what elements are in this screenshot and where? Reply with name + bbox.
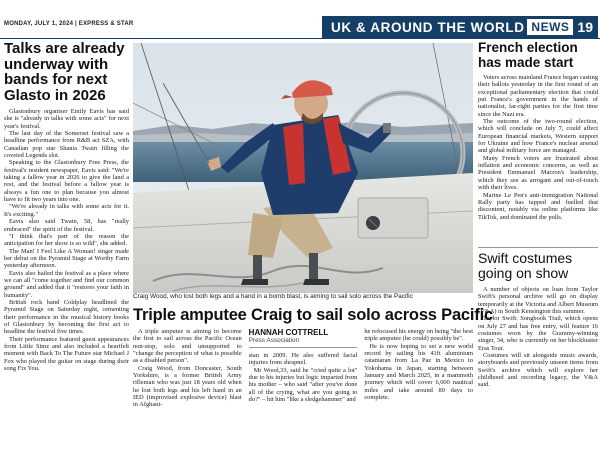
french-headline: French election has made start — [478, 40, 578, 70]
swift-rule — [478, 247, 598, 248]
glasto-paragraph: The last day of the Somerset festival saw a headline performance from R&B act SZA, with Canadian pop star Shania Twain filling the coveted Legends slot. — [4, 130, 129, 160]
byline-role: Press Association — [249, 337, 358, 348]
main-story-column-1 — [133, 328, 242, 446]
swift-story — [478, 247, 598, 436]
main-story — [133, 306, 493, 446]
glasto-paragraph: Glastonbury organiser Emily Eavis has said she is "already in talks with some acts" for next year's festival. — [4, 108, 129, 130]
main-paragraph: he refocused his energy on being "the best triple amputee (he could) possibly be". — [364, 328, 473, 343]
glasto-body — [4, 108, 129, 372]
sailor-photo-illustration — [133, 43, 473, 293]
main-paragraph: Craig Wood, from Doncaster, South Yorkshire, is a former British Army rifleman who was just 18 years old when he lost both legs and his left hand in an IED (improvised explosive device) blast in Afghani- — [133, 364, 242, 409]
glasto-headline: Talks are already underway with bands for next Glasto in 2026 — [4, 41, 125, 104]
glasto-paragraph: "We're already in talks with some acts for it. It's exciting." — [4, 203, 129, 218]
swift-paragraph: Costumes will sit alongside music awards, storyboards and previously unseen items from Swift's archive which will explore her childhood and recording legacy, the V&A said. — [478, 352, 598, 389]
dateline: MONDAY, JULY 1, 2024 | EXPRESS & STAR — [4, 21, 134, 27]
swift-body — [478, 286, 598, 436]
swift-headline: Swift costumes going on show — [478, 250, 573, 281]
main-paragraph: He is now hoping to set a new world record by sailing his 41ft aluminium catamaran from La Paz in Mexico to Yokohama in Japan, starting between January and March 2025, in a mammoth journey which will cover 6,000 nautical miles and take around 80 days to complete. — [364, 342, 473, 402]
french-body — [478, 74, 598, 270]
masthead-rule — [0, 38, 600, 39]
main-story-columns — [133, 328, 473, 446]
french-paragraph: Voters across mainland France began casting their ballots yesterday in the first round of an exceptional parliamentary election that could put France's government in the hands of nationalist, far-right parties for the first time since the Nazi era. — [478, 74, 598, 118]
photo-caption: Craig Wood, who lost both legs and a hand in a bomb blast, is aiming to sail solo across the Pacific — [133, 293, 413, 300]
main-paragraph: Mr Wood,33, said he "cried quite a lot" due to his injuries but logic imparted from his mother – who said "after you've done all of the crying, what are you going to do?" – hit him "like a sledgehammer" and — [248, 366, 358, 404]
section-banner — [322, 16, 598, 38]
swift-paragraph: A number of objects on loan from Taylor Swift's personal archive will go on display temporarily at the Victoria and Albert Museum (V&A) in South Kensington this summer. — [478, 286, 598, 316]
glasto-paragraph: Speaking to the Glastonbury Free Press, the festival's resident newspaper, Eavis said: "We're taking a fallow year in 2026 to give the land a rest, and the festival before a fallow year is always a fun one to plan because you almost have to fit two years into one. — [4, 159, 129, 204]
main-story-column-3 — [364, 328, 473, 446]
french-paragraph: Many French voters are frustrated about inflation and economic concerns, as well as President Emmanuel Macron's leadership, which they see as arrogant and out-of-touch with their lives. — [478, 154, 598, 192]
section-label: NEWS — [527, 19, 573, 35]
byline-name: HANNAH COTTRELL — [248, 328, 329, 337]
main-paragraph: A triple amputee is aiming to become the first to sail across the Pacific Ocean non-stop, solo and unsupported to "change the perception of what is possible as a disabled person". — [133, 328, 242, 365]
french-story — [478, 41, 598, 270]
glasto-paragraph: British rock band Coldplay headlined the Pyramid Stage on Saturday night, cementing their performance in the musical history books of Glastonbury by becoming the first act to headline the festival five times. — [4, 298, 129, 336]
swift-paragraph: Taylor Swift: Songbook Trail, which opens on July 27 and has free entry, will feature 16 costumes worn by the Grammy-winning singer, 34, who is currently on her blockbuster Eras Tour. — [478, 315, 598, 352]
page-number: 19 — [577, 19, 593, 35]
glasto-story — [4, 41, 129, 449]
section-title: UK & AROUND THE WORLD — [331, 19, 525, 35]
glasto-paragraph: Their performance featured guest appearances from Little Simz and also included a heartfelt moment with Back To The Future star Michael J Fox who played the guitar on stage during their song Fix You. — [4, 335, 129, 373]
french-paragraph: The outcome of the two-round election, which will conclude on July 7, could affect European financial markets, Western support for Ukraine and how France's nuclear arsenal and global military force are managed. — [478, 118, 598, 155]
main-headline: Triple amputee Craig to sail solo across Pacific — [133, 306, 493, 324]
glasto-paragraph: Eavis also hailed the festival as a place where we can all "come together and find our common ground" and added that it "restores your faith in humanity". — [4, 269, 129, 299]
main-paragraph: stan in 2009. He also suffered facial injuries from shrapnel. — [248, 352, 358, 367]
main-story-column-2 — [249, 328, 358, 446]
glasto-paragraph: Eavis also said Twain, 58, has "really embraced" the spirit of the festival. — [4, 218, 129, 233]
french-paragraph: Marine Le Pen's anti-immigration National Rally party has tapped and fuelled that discontent, notably via online platforms like TikTok, and dominated the polls. — [478, 191, 598, 221]
main-story-column-2-text — [249, 352, 358, 403]
glasto-paragraph: "I think that's part of the reason the anticipation for her show is so wild", she added. — [4, 232, 129, 248]
sailor-photo — [133, 43, 473, 300]
glasto-paragraph: The Man! I Feel Like A Woman! singer made her debut on the Pyramid Stage at Worthy Farm yesterday afternoon. — [4, 247, 129, 270]
